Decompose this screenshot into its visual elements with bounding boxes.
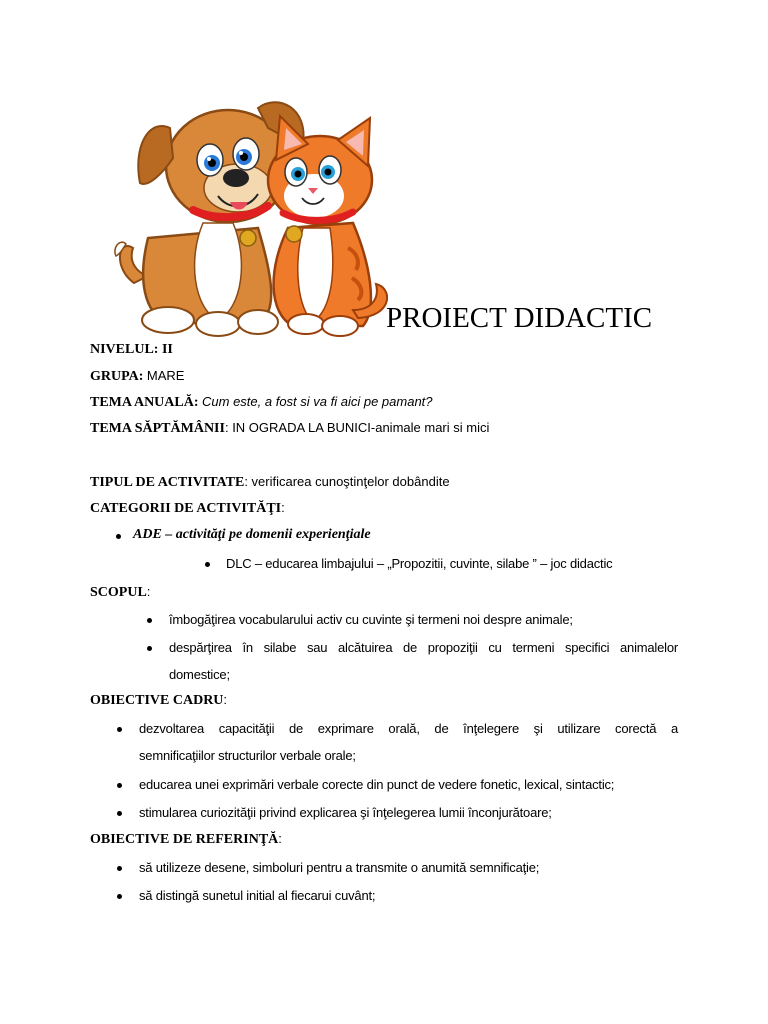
bullet-icon [117, 811, 122, 816]
bullet-icon [117, 727, 122, 732]
nivel-label: NIVELUL: [90, 342, 159, 357]
tipul-label: TIPUL DE ACTIVITATE [90, 475, 245, 490]
tema-saptamanii-label: TEMA SĂPTĂMÂNII [90, 421, 225, 436]
scopul-item-2-line-2: domestice; [169, 667, 230, 682]
bullet-icon [117, 894, 122, 899]
bullet-icon [147, 618, 152, 623]
categorii-label: CATEGORII DE ACTIVITĂŢI [90, 501, 282, 516]
nivel-line [90, 340, 173, 360]
tema-anuala-label: TEMA ANUALĂ: [90, 395, 199, 410]
obiective-referinta-item-1: să utilizeze desene, simboluri pentru a transmite o anumită semnificaţie; [139, 860, 540, 875]
categorii-colon: : [281, 500, 285, 515]
bullet-icon [205, 562, 210, 567]
tema-anuala-line [90, 392, 433, 413]
bullet-icon [117, 783, 122, 788]
obiective-referinta-label: OBIECTIVE DE REFERINŢĂ [90, 832, 279, 847]
obiective-cadru-colon: : [223, 692, 228, 707]
scopul-item-1: îmbogăţirea vocabularului activ cu cuvinte şi termeni noi despre animale; [169, 612, 573, 627]
bullet-icon [147, 646, 152, 651]
nivel-value: II [161, 342, 173, 357]
scopul-label: SCOPUL [90, 585, 147, 600]
tipul-value: : verificarea cunoştinţelor dobândite [244, 474, 450, 489]
scopul-line [90, 582, 150, 603]
obiective-referinta-colon: : [278, 831, 282, 846]
categorii-ade: ADE – activităţi pe domenii experienţiale [133, 527, 371, 542]
obiective-referinta-line [90, 829, 282, 850]
obiective-referinta-item-2: să distingă sunetul initial al fiecarui cuvânt; [139, 888, 376, 903]
bullet-icon [117, 866, 122, 871]
tema-saptamanii-line [90, 418, 489, 439]
scopul-colon: : [146, 584, 151, 599]
document-title: PROIECT DIDACTIC [386, 302, 653, 334]
grupa-label: GRUPA: [90, 369, 144, 384]
obiective-cadru-item-2: educarea unei exprimări verbale corecte din punct de vedere fonetic, lexical, sintactic; [139, 777, 615, 792]
tema-saptamanii-value: : IN OGRADA LA BUNICI-animale mari si mici [224, 420, 490, 435]
obiective-cadru-item-1-line-2: semnificaţiilor structurilor verbale orale; [139, 748, 356, 763]
categorii-line [90, 498, 285, 519]
categorii-dlc: DLC – educarea limbajului – „Propozitii, cuvinte, silabe ” – joc didactic [226, 556, 613, 571]
obiective-cadru-line [90, 690, 227, 711]
dog-and-cat-illustration [108, 88, 388, 340]
scopul-item-2-line-1: despărţirea în silabe sau alcătuirea de propoziţii cu termeni specifici animalelor [169, 640, 678, 655]
grupa-line [90, 366, 184, 387]
bullet-icon [116, 534, 121, 539]
obiective-cadru-item-3: stimularea curiozităţii privind explicarea şi înţelegerea lumii înconjurătoare; [139, 805, 552, 820]
tipul-line [90, 472, 450, 493]
obiective-cadru-item-1-line-1: dezvoltarea capacităţii de exprimare orală, de înţelegere şi utilizare corectă a [139, 721, 678, 736]
obiective-cadru-label: OBIECTIVE CADRU [90, 693, 224, 708]
tema-anuala-value: Cum este, a fost si va fi aici pe pamant? [202, 394, 433, 409]
grupa-value: MARE [146, 368, 185, 383]
